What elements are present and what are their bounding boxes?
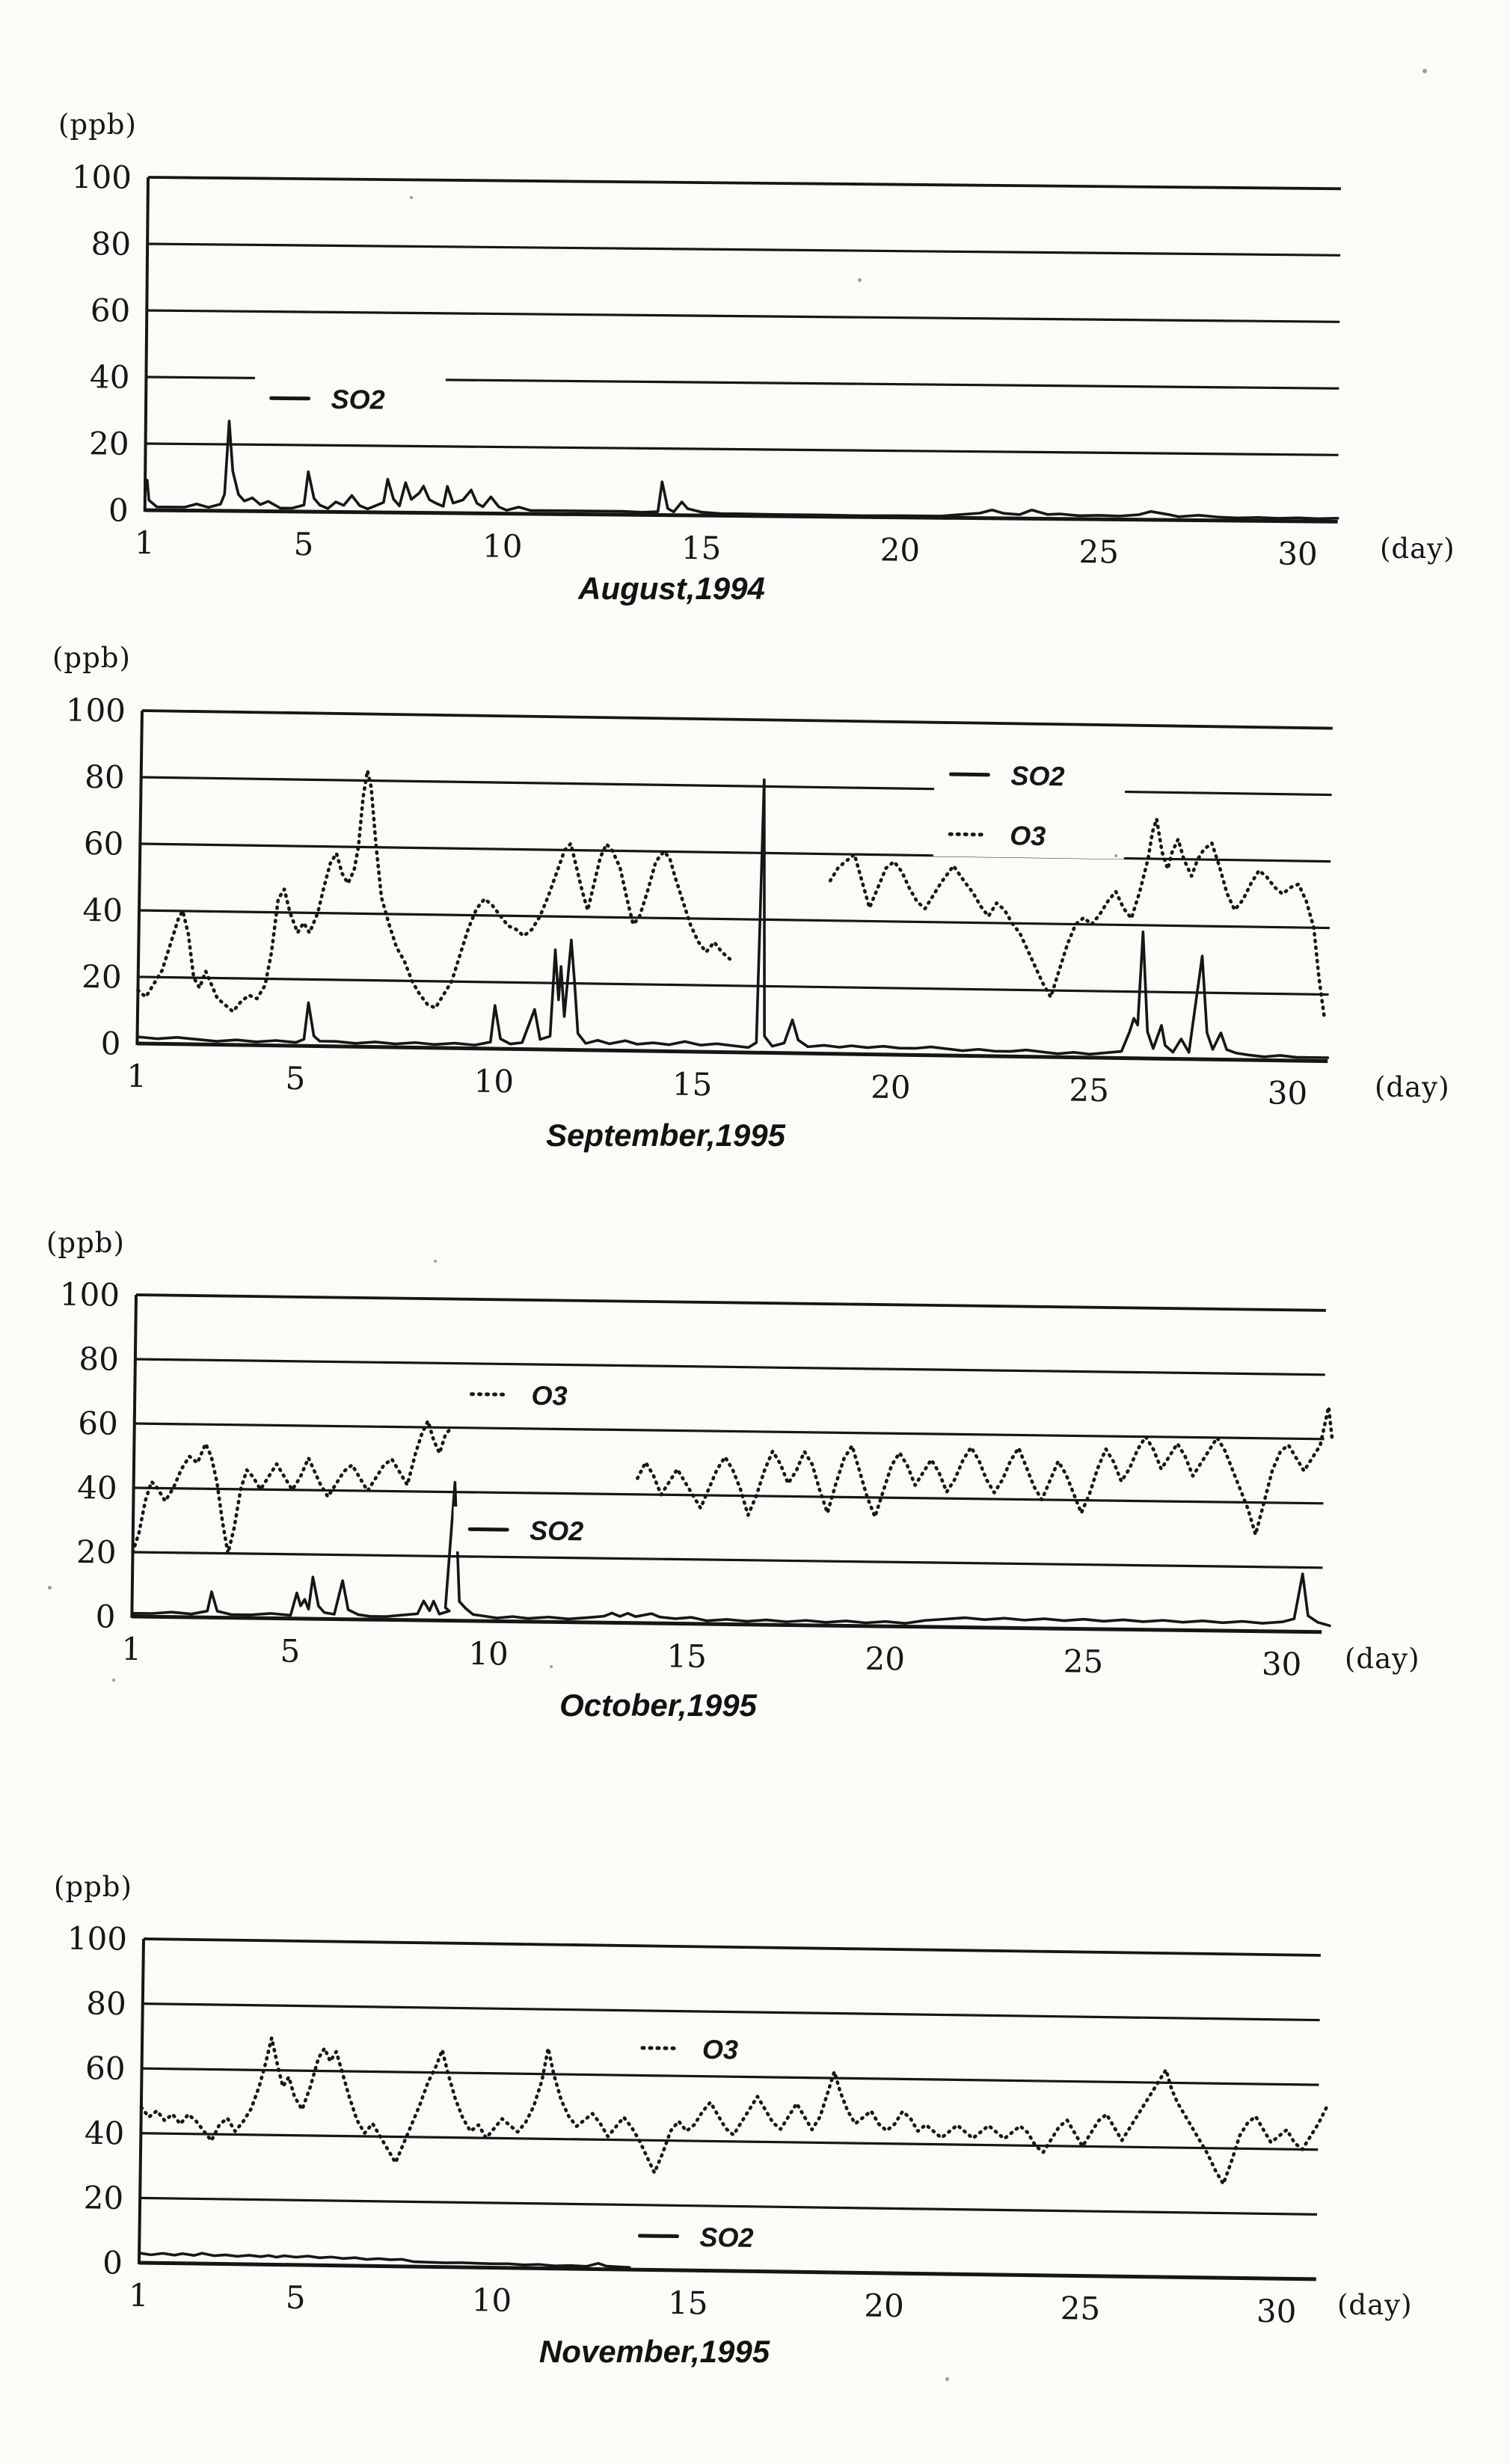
x-tick-label-10: 10 (471, 2281, 512, 2319)
y-tick-label-80: 80 (79, 1340, 120, 1378)
gridline-60 (140, 844, 1331, 862)
y-tick-label-100: 100 (67, 1919, 128, 1958)
y-tick-label-100: 100 (71, 159, 132, 196)
scan-speck (434, 1260, 437, 1263)
y-tick-label-60: 60 (85, 2050, 126, 2087)
x-tick-label-5: 5 (280, 1632, 301, 1670)
y-tick-label-100: 100 (59, 1275, 120, 1314)
y-tick-label-0: 0 (108, 491, 129, 529)
y-tick-label-20: 20 (83, 2179, 124, 2217)
x-axis-unit-label: (day) (1375, 1071, 1450, 1103)
y-tick-label-40: 40 (82, 891, 123, 929)
x-tick-label-25: 25 (1078, 533, 1120, 571)
x-tick-label-20: 20 (880, 531, 921, 569)
series-line-o3-seg2 (637, 1398, 1333, 1536)
gridline-100 (148, 177, 1341, 189)
series-line-o3-seg1 (132, 1417, 452, 1556)
gridline-20 (132, 1552, 1322, 1568)
plot-group (60, 691, 1333, 1112)
legend-label-so2: SO2 (699, 2221, 754, 2253)
scan-speck (858, 278, 862, 282)
y-tick-label-0: 0 (100, 1025, 121, 1062)
x-tick-label-15: 15 (667, 2284, 708, 2322)
legend-so2-line-sample (470, 1529, 507, 1530)
x-tick-label-30: 30 (1261, 1645, 1302, 1683)
scan-speck (945, 2377, 949, 2381)
series-line-so2 (145, 420, 1339, 521)
gridline-60 (147, 310, 1339, 322)
y-tick-label-100: 100 (65, 691, 126, 729)
y-axis-unit-label: (ppb) (46, 1227, 125, 1259)
x-tick-label-30: 30 (1256, 2292, 1297, 2330)
scan-speck (1422, 69, 1427, 73)
x-tick-label-10: 10 (468, 1634, 509, 1673)
y-axis-unit-label: (ppb) (54, 1871, 132, 1903)
x-tick-label-1: 1 (134, 524, 155, 562)
y-axis-line (139, 1939, 144, 2264)
y-tick-label-20: 20 (88, 425, 129, 462)
legend-so2-line-sample (951, 774, 988, 775)
chart-title-september-1995: September,1995 (546, 1118, 785, 1153)
x-tick-label-1: 1 (121, 1630, 142, 1668)
x-axis-unit-label: (day) (1345, 1643, 1420, 1675)
chart-title-august-1994: August,1994 (578, 571, 765, 606)
x-tick-label-25: 25 (1060, 2290, 1101, 2327)
gridline-80 (147, 244, 1340, 255)
gridline-20 (146, 444, 1339, 455)
x-tick-label-30: 30 (1267, 1074, 1308, 1112)
x-tick-label-5: 5 (285, 1059, 306, 1097)
y-tick-label-80: 80 (90, 225, 132, 263)
x-tick-label-30: 30 (1277, 535, 1319, 573)
x-tick-label-15: 15 (672, 1065, 713, 1103)
y-tick-label-0: 0 (102, 2244, 123, 2281)
scan-speck (410, 196, 413, 199)
x-tick-label-15: 15 (666, 1637, 708, 1676)
y-tick-label-0: 0 (95, 1598, 116, 1635)
legend-label-o3: O3 (702, 2033, 739, 2065)
gridline-20 (138, 977, 1329, 995)
x-tick-label-15: 15 (681, 529, 722, 567)
scan-speck (48, 1586, 52, 1590)
x-tick-label-5: 5 (285, 2278, 306, 2317)
scan-speck (550, 1665, 553, 1668)
x-tick-label-10: 10 (473, 1062, 515, 1100)
x-tick-label-10: 10 (482, 527, 523, 565)
chart-title-november-1995: November,1995 (538, 2334, 770, 2369)
gridline-40 (134, 1488, 1324, 1504)
gridline-80 (141, 777, 1332, 795)
legend-label-so2: SO2 (529, 1515, 584, 1547)
y-tick-label-40: 40 (89, 358, 130, 396)
x-tick-label-20: 20 (865, 1640, 906, 1678)
y-tick-label-60: 60 (83, 824, 124, 862)
chart-title-october-1995: October,1995 (559, 1688, 757, 1723)
scan-speck (1114, 854, 1117, 857)
chart-canvas-october-1995 (24, 1216, 1510, 1732)
y-tick-label-80: 80 (84, 758, 126, 796)
y-axis-line (145, 177, 148, 512)
legend-label-so2: SO2 (331, 384, 385, 415)
legend-so2-line-sample (639, 2236, 677, 2237)
legend-label-o3: O3 (531, 1379, 568, 1412)
plot-group (55, 1276, 1333, 1683)
plot-group (62, 1920, 1329, 2330)
gridline-0 (139, 2263, 1316, 2279)
y-axis-unit-label: (ppb) (52, 642, 131, 674)
gridline-100 (144, 1939, 1321, 1955)
x-tick-label-25: 25 (1063, 1643, 1104, 1680)
gridline-100 (142, 711, 1333, 729)
legend-label-so2: SO2 (1010, 760, 1065, 792)
chart-canvas-august-1994 (36, 99, 1510, 626)
plot-group (68, 159, 1341, 572)
x-tick-label-20: 20 (870, 1068, 911, 1106)
gridline-100 (136, 1295, 1326, 1311)
gridline-40 (141, 2133, 1318, 2150)
y-tick-label-40: 40 (76, 1468, 117, 1507)
gridline-40 (139, 910, 1330, 928)
gridline-20 (140, 2198, 1317, 2214)
gridline-80 (143, 2004, 1320, 2020)
gridline-80 (135, 1359, 1325, 1375)
x-tick-label-25: 25 (1069, 1071, 1110, 1109)
x-tick-label-1: 1 (126, 1057, 147, 1095)
x-tick-label-1: 1 (128, 2276, 150, 2314)
x-tick-label-5: 5 (293, 525, 314, 563)
x-axis-unit-label: (day) (1380, 533, 1455, 565)
y-tick-label-40: 40 (84, 2114, 125, 2152)
y-tick-label-60: 60 (90, 292, 131, 329)
chart-canvas-november-1995 (31, 1860, 1508, 2379)
y-tick-label-20: 20 (76, 1533, 117, 1571)
y-axis-line (132, 1295, 136, 1618)
y-tick-label-20: 20 (81, 957, 123, 996)
chart-canvas-september-1995 (30, 632, 1510, 1159)
legend-label-o3: O3 (1009, 820, 1046, 852)
y-tick-label-80: 80 (85, 1985, 127, 2023)
y-tick-label-60: 60 (77, 1404, 119, 1442)
x-tick-label-20: 20 (864, 2287, 905, 2325)
y-axis-unit-label: (ppb) (58, 108, 137, 141)
scan-speck (112, 1679, 115, 1682)
x-axis-unit-label: (day) (1337, 2289, 1413, 2321)
